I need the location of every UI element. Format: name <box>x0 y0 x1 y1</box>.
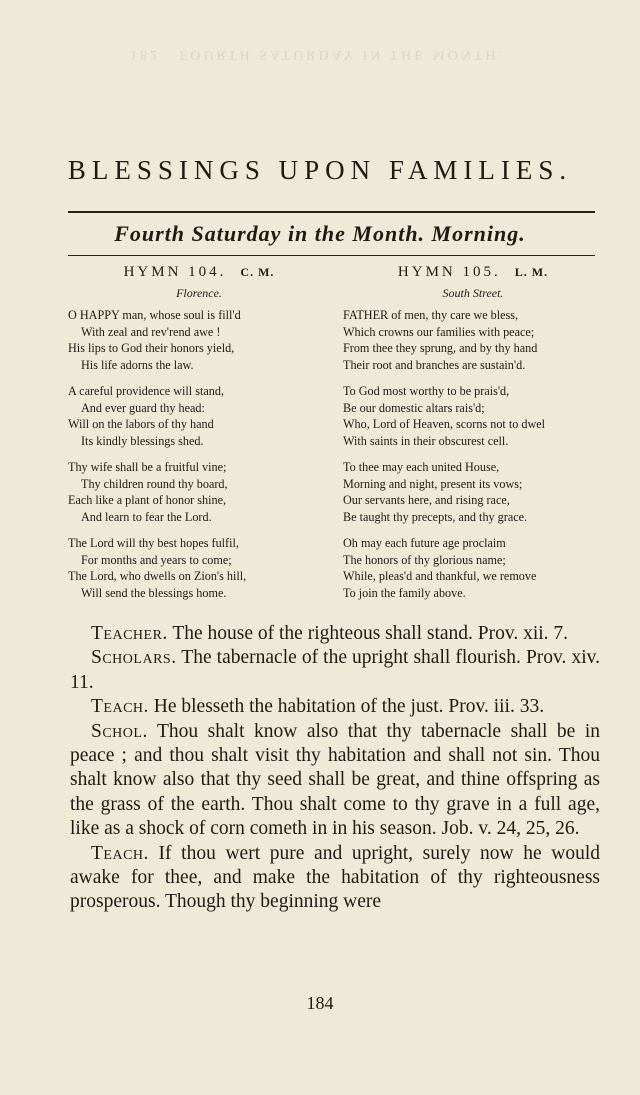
hymn-heading <box>343 264 603 281</box>
page-number: 184 <box>306 993 334 1013</box>
hymn-line: A careful providence will stand, <box>68 384 225 398</box>
hymn-line: The Lord will thy best hopes fulfil, <box>68 536 239 550</box>
hymn-line: With zeal and rev'rend awe ! <box>81 324 221 339</box>
stanza <box>68 535 330 601</box>
speaker-label: Teacher. <box>91 623 168 644</box>
response-paragraph <box>70 646 600 695</box>
hymn-line: With saints in their obscurest cell. <box>343 433 509 448</box>
stanza <box>343 459 603 525</box>
hymn-line: Which crowns our families with peace; <box>343 324 535 339</box>
stanza <box>343 383 603 449</box>
subtitle-rule <box>68 255 595 256</box>
speaker-label: Scholars. <box>91 647 177 669</box>
hymn-line: Will on the labors of thy hand <box>68 417 214 431</box>
response-paragraph <box>70 695 600 719</box>
hymn-tune: Florence. <box>176 286 222 300</box>
section-subtitle: Fourth Saturday in the Month. Morning. <box>114 221 526 246</box>
hymn-tune: South Street. <box>442 286 504 300</box>
hymn-line: FATHER of men, thy care we bless, <box>343 308 519 322</box>
page-title: BLESSINGS UPON FAMILIES. <box>67 155 573 185</box>
hymn-line: Morning and night, present its vows; <box>343 476 523 491</box>
hymn-line: His lips to God their honors yield, <box>68 341 235 355</box>
hymn-column-right <box>343 264 603 611</box>
hymn-line: And ever guard thy head: <box>81 400 205 415</box>
hymn-line: Oh may each future age proclaim <box>343 536 506 550</box>
hymn-line: Be our domestic altars rais'd; <box>343 400 485 415</box>
hymn-line: Our servants here, and rising race, <box>343 493 510 507</box>
hymn-line: Thy children round thy board, <box>81 476 228 491</box>
response-paragraph <box>70 622 600 646</box>
top-rule <box>68 211 595 213</box>
hymn-line: To God most worthy to be prais'd, <box>343 384 510 398</box>
hymn-number: HYMN 105. <box>397 264 501 280</box>
bleed-through-text <box>130 40 530 62</box>
hymn-line: The honors of thy glorious name; <box>343 552 506 567</box>
stanza <box>343 535 603 601</box>
responsive-reading <box>70 622 600 915</box>
hymn-stanzas <box>343 307 603 601</box>
hymn-line: From thee they sprung, and by thy hand <box>343 341 538 355</box>
stanza <box>343 307 603 373</box>
hymn-meter: L. M. <box>514 265 549 279</box>
response-paragraph <box>70 720 600 842</box>
response-text: If thou wert pure and upright, surely now he would awake for thee, and make the habitation of thy righteousness prosperous. Though thy beginning were <box>70 842 600 913</box>
stanza <box>68 459 330 525</box>
response-text: The house of the righteous shall stand. Prov. xii. 7. <box>172 623 569 644</box>
response-text: The tabernacle of the upright shall flourish. Prov. xiv. 11. <box>70 647 600 693</box>
speaker-label: Teach. <box>91 696 149 718</box>
hymn-line: While, pleas'd and thankful, we remove <box>343 569 537 583</box>
hymn-line: To join the family above. <box>343 585 466 600</box>
hymn-line: Each like a plant of honor shine, <box>68 493 227 507</box>
hymn-heading <box>68 264 330 281</box>
hymn-line: And learn to fear the Lord. <box>81 509 212 524</box>
hymn-line: Their root and branches are sustain'd. <box>343 357 526 372</box>
hymn-stanzas <box>68 307 330 601</box>
hymn-line: O HAPPY man, whose soul is fill'd <box>68 308 241 322</box>
hymn-line: Will send the blessings home. <box>81 585 227 600</box>
response-paragraph <box>70 842 600 915</box>
hymn-number: HYMN 104. <box>123 264 227 280</box>
bleed-through-decoration: 182 FOURTH SATURDAY IN THE MONTH. <box>130 47 506 62</box>
hymn-line: To thee may each united House, <box>343 460 500 474</box>
hymn-line: Who, Lord of Heaven, scorns not to dwel <box>343 417 546 431</box>
speaker-label: Schol. <box>91 720 148 742</box>
stanza <box>68 383 330 449</box>
hymn-line: His life adorns the law. <box>81 357 194 372</box>
hymn-meter: C. M. <box>240 265 275 279</box>
hymn-column-left <box>68 264 330 611</box>
hymn-line: For months and years to come; <box>81 552 232 567</box>
hymn-line: Be taught thy precepts, and thy grace. <box>343 509 528 524</box>
speaker-label: Teach. <box>91 842 149 864</box>
hymn-line: Thy wife shall be a fruitful vine; <box>68 460 227 474</box>
hymn-line: The Lord, who dwells on Zion's hill, <box>68 569 247 583</box>
response-text: Thou shalt know also that thy tabernacle shall be in peace ; and thou shalt visit thy habitation and shall not sin. Thou shalt know also that thy seed shall be great, and thine offspring as the grass of the earth. Thou shalt come to thy grave in a full age, like as a shock of corn cometh in in his season. Job. v. 24, 25, 26. <box>70 720 600 840</box>
hymn-line: Its kindly blessings shed. <box>81 433 204 448</box>
stanza <box>68 307 330 373</box>
response-text: He blesseth the habitation of the just. Prov. iii. 33. <box>153 696 545 718</box>
